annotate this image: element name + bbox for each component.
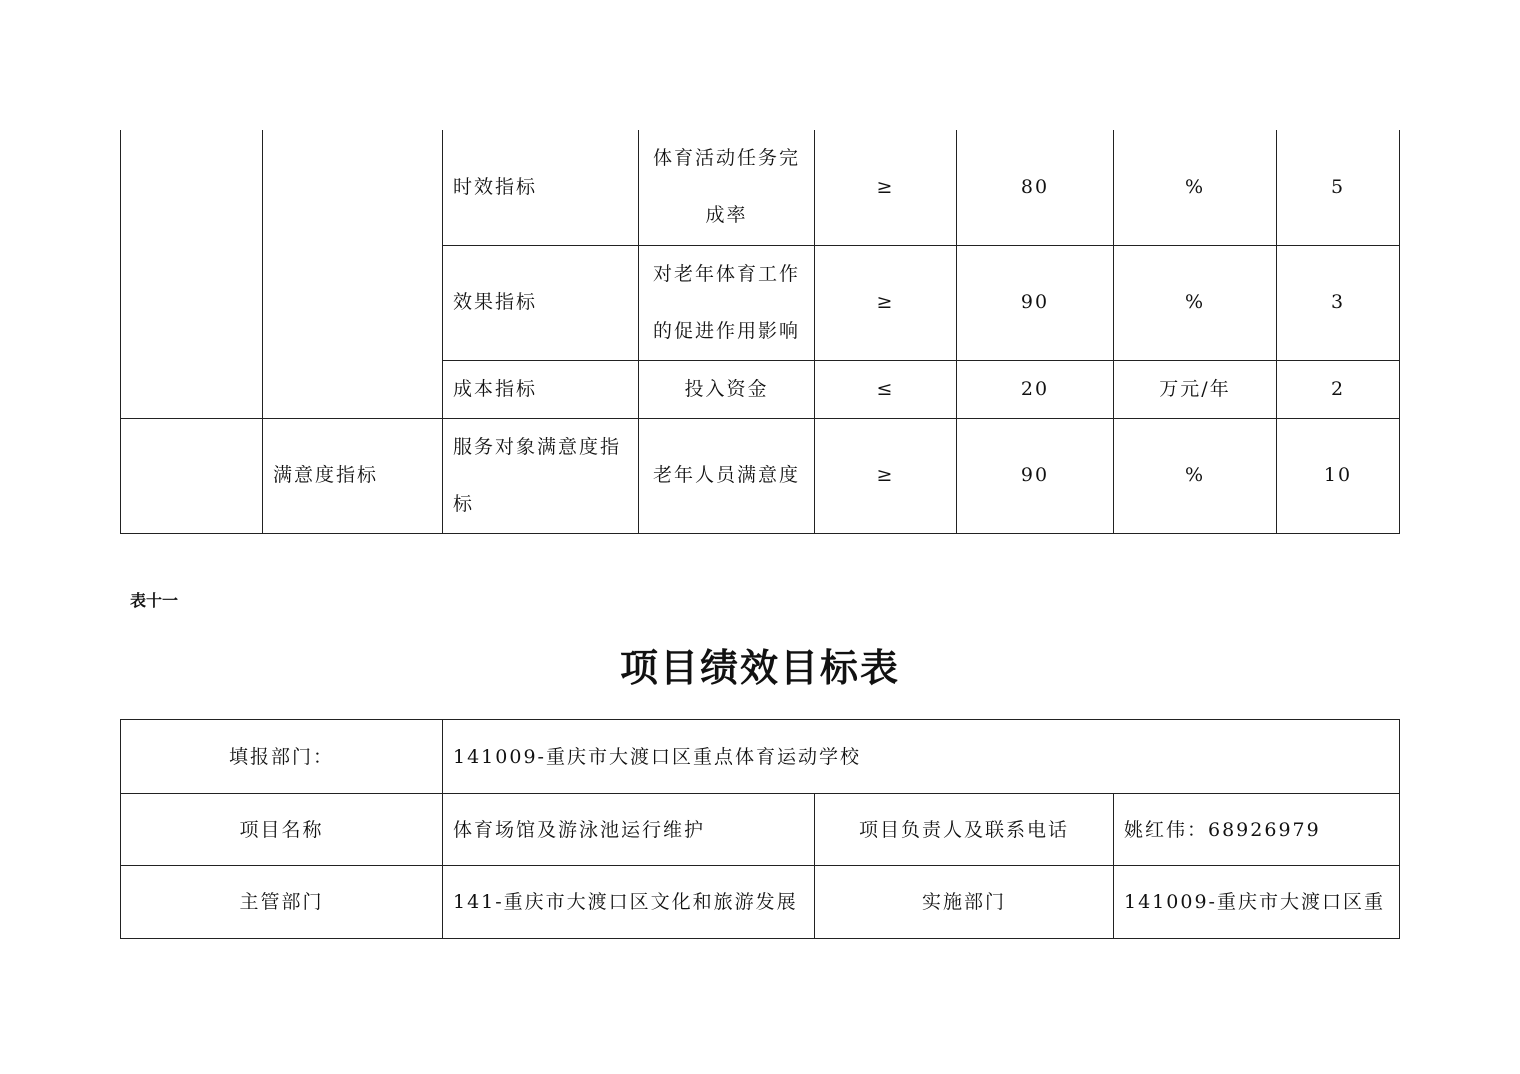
weight-cell: 5 <box>1277 130 1400 245</box>
target-value-cell: 90 <box>957 418 1114 533</box>
performance-indicator-table-continued <box>120 130 1400 534</box>
level2-cell-empty <box>263 130 443 418</box>
page-title: 项目绩效目标表 <box>619 645 900 690</box>
contact-label: 项目负责人及联系电话 <box>815 794 1114 866</box>
unit-cell: % <box>1114 245 1277 360</box>
fill-dept-label: 填报部门： <box>121 720 443 794</box>
table-row <box>121 866 1400 939</box>
indicator-name-cell: 对老年体育工作的促进作用影响 <box>639 245 815 360</box>
weight-cell: 2 <box>1277 360 1400 418</box>
impl-dept-value: 141009-重庆市大渡口区重 <box>1114 866 1400 939</box>
target-value-cell: 80 <box>957 130 1114 245</box>
unit-cell: % <box>1114 418 1277 533</box>
project-name-label: 项目名称 <box>121 794 443 866</box>
table-number-label: 表十一 <box>130 591 179 610</box>
unit-cell: % <box>1114 130 1277 245</box>
weight-cell: 3 <box>1277 245 1400 360</box>
category-cell: 满意度指标 <box>263 418 443 533</box>
indicator-name-cell: 投入资金 <box>639 360 815 418</box>
indicator-name-cell: 老年人员满意度 <box>639 418 815 533</box>
supervisor-value: 141-重庆市大渡口区文化和旅游发展 <box>443 866 815 939</box>
target-value-cell: 20 <box>957 360 1114 418</box>
project-info-table <box>120 719 1400 939</box>
weight-cell: 10 <box>1277 418 1400 533</box>
project-name-value: 体育场馆及游泳池运行维护 <box>443 794 815 866</box>
table-row <box>121 794 1400 866</box>
impl-dept-label: 实施部门 <box>815 866 1114 939</box>
level1-cell-empty <box>121 130 263 418</box>
indicator-name-cell: 体育活动任务完成率 <box>639 130 815 245</box>
operator-cell: ≥ <box>815 418 957 533</box>
indicator-cell: 成本指标 <box>443 360 639 418</box>
operator-cell: ≤ <box>815 360 957 418</box>
operator-cell: ≥ <box>815 130 957 245</box>
table-row <box>121 130 1400 245</box>
target-value-cell: 90 <box>957 245 1114 360</box>
level1-cell-empty <box>121 418 263 533</box>
unit-cell: 万元/年 <box>1114 360 1277 418</box>
indicator-cell: 效果指标 <box>443 245 639 360</box>
contact-value: 姚红伟：68926979 <box>1114 794 1400 866</box>
indicator-cell: 服务对象满意度指标 <box>443 418 639 533</box>
indicator-cell: 时效指标 <box>443 130 639 245</box>
supervisor-label: 主管部门 <box>121 866 443 939</box>
table-row <box>121 720 1400 794</box>
operator-cell: ≥ <box>815 245 957 360</box>
table-row <box>121 418 1400 533</box>
fill-dept-value: 141009-重庆市大渡口区重点体育运动学校 <box>443 720 1400 794</box>
